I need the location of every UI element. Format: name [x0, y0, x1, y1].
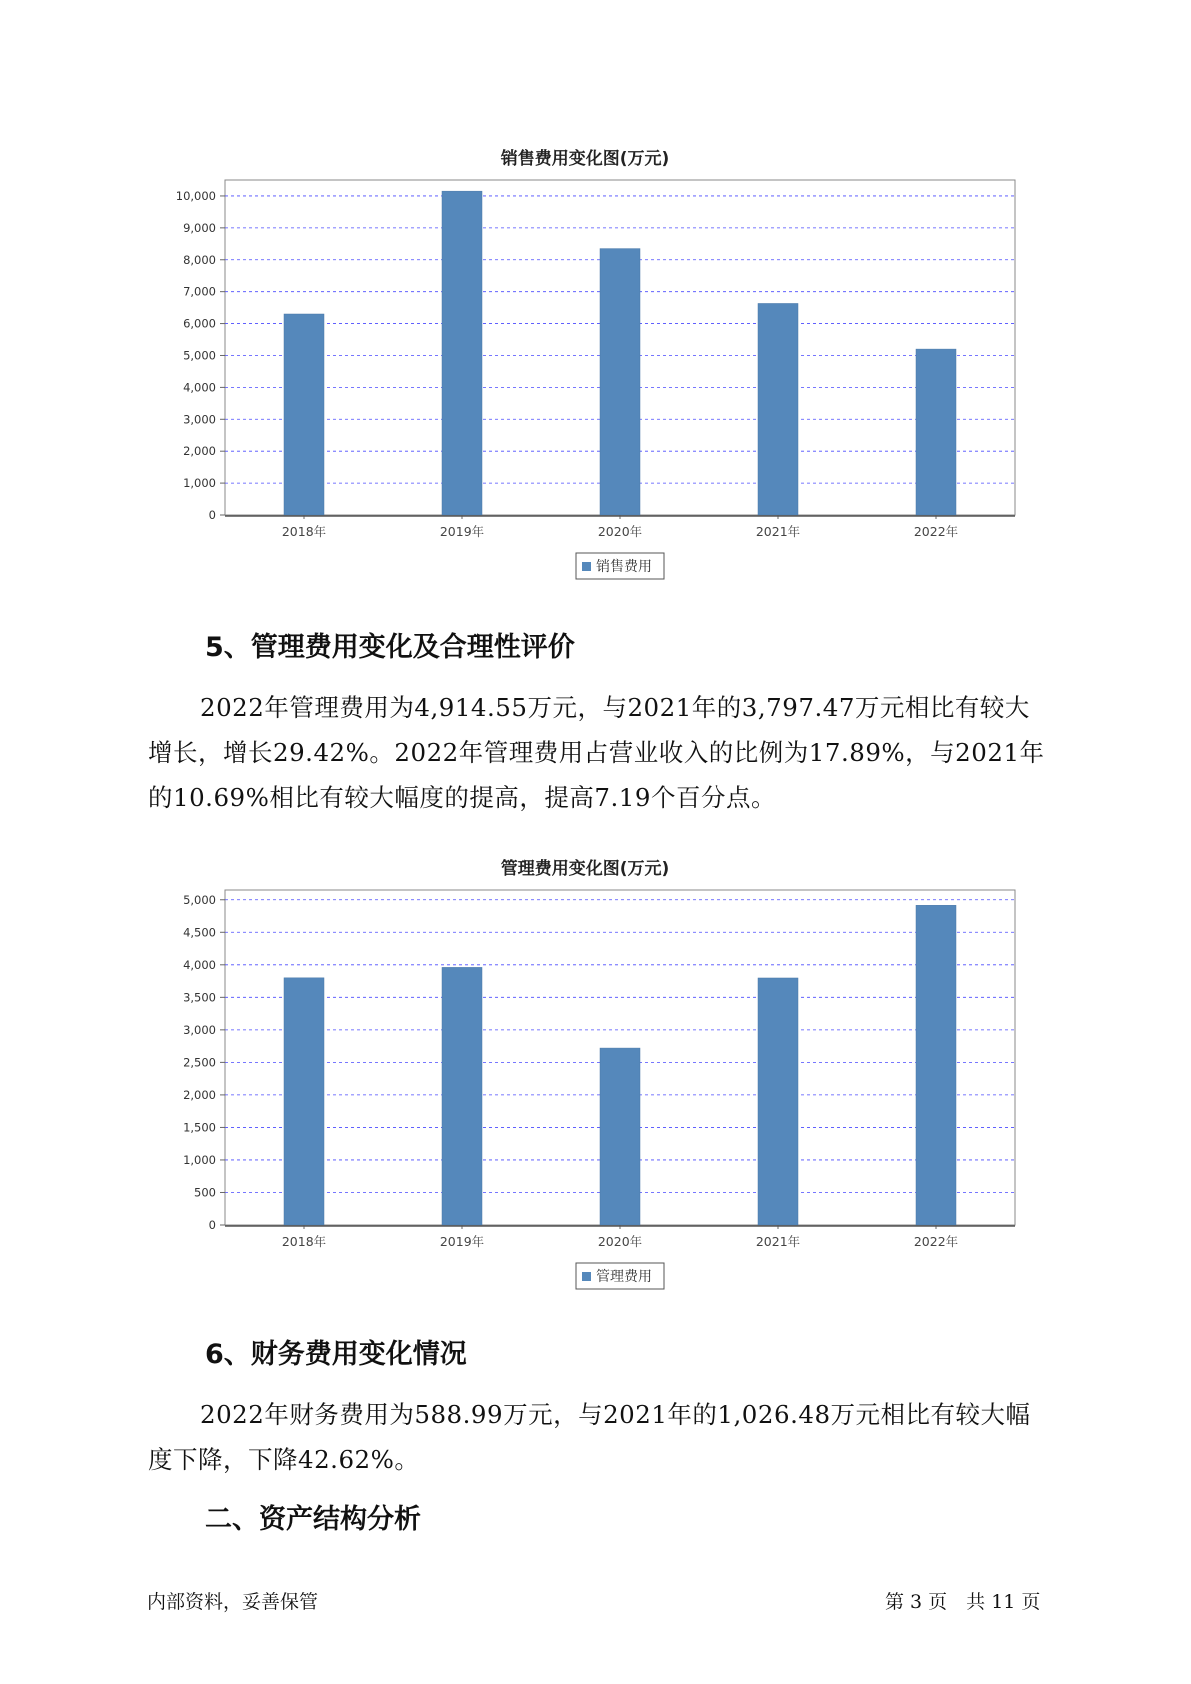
section-5-paragraph: [148, 685, 1048, 820]
y-tick-label: 2,000: [183, 1087, 216, 1102]
bar: [916, 905, 956, 1225]
sales-expense-chart: [150, 140, 1020, 590]
y-tick-label: 3,500: [183, 990, 216, 1005]
x-tick-label: 2021年: [755, 524, 801, 539]
bar: [916, 349, 956, 515]
admin-expense-bar-chart: [150, 880, 1020, 1300]
y-tick-label: 1,000: [183, 476, 216, 491]
y-tick-label: 8,000: [183, 252, 216, 267]
y-tick-label: 4,000: [183, 380, 216, 395]
bar: [284, 314, 324, 515]
y-tick-label: 500: [194, 1185, 216, 1200]
y-tick-label: 0: [208, 1218, 216, 1232]
x-tick-label: 2018年: [281, 524, 327, 539]
y-tick-label: 5,000: [183, 348, 216, 363]
sales-expense-bar-chart: [150, 170, 1020, 590]
bar: [758, 978, 798, 1225]
legend-label: 销售费用: [596, 559, 652, 575]
bar: [442, 967, 482, 1225]
bar: [600, 249, 640, 515]
y-tick-label: 7,000: [183, 284, 216, 299]
x-tick-label: 2019年: [439, 1234, 485, 1249]
y-tick-label: 2,000: [183, 444, 216, 459]
section-5-text: 2022年管理费用为4,914.55万元，与2021年的3,797.47万元相比有较大增长，增长29.42%。2022年管理费用占营业收入的比例为17.89%，与2021年的10.69%相比有较大幅度的提高，提高7.19个百分点。: [148, 693, 1045, 812]
section-2-heading: 二、资产结构分析: [205, 1504, 421, 1535]
section-6-text: 2022年财务费用为588.99万元，与2021年的1,026.48万元相比有较大幅度下降，下降42.62%。: [148, 1400, 1031, 1474]
y-tick-label: 5,000: [183, 892, 216, 907]
x-tick-label: 2021年: [755, 1234, 801, 1249]
admin-expense-chart: [150, 850, 1020, 1300]
bar: [600, 1048, 640, 1225]
x-tick-label: 2020年: [597, 524, 643, 539]
bar: [442, 191, 482, 515]
legend-swatch: [582, 562, 591, 571]
x-tick-label: 2022年: [913, 524, 959, 539]
chart-title: 管理费用变化图(万元): [500, 859, 670, 879]
x-tick-label: 2018年: [281, 1234, 327, 1249]
x-tick-label: 2019年: [439, 524, 485, 539]
bar: [284, 978, 324, 1225]
section-6-paragraph: [148, 1392, 1048, 1482]
y-tick-label: 9,000: [183, 220, 216, 235]
bar: [758, 303, 798, 515]
section-6-heading: 6、财务费用变化情况: [205, 1339, 467, 1370]
y-tick-label: 6,000: [183, 316, 216, 331]
x-tick-label: 2022年: [913, 1234, 959, 1249]
y-tick-label: 3,000: [183, 412, 216, 427]
y-tick-label: 1,000: [183, 1152, 216, 1167]
y-tick-label: 2,500: [183, 1055, 216, 1070]
legend-swatch: [582, 1272, 591, 1281]
legend-label: 管理费用: [596, 1269, 652, 1285]
section-5-heading: 5、管理费用变化及合理性评价: [205, 632, 575, 663]
y-tick-label: 1,500: [183, 1120, 216, 1135]
x-tick-label: 2020年: [597, 1234, 643, 1249]
y-tick-label: 4,500: [183, 925, 216, 940]
footer-page-number: 第 3 页 共 11 页: [885, 1591, 1041, 1613]
y-tick-label: 10,000: [175, 188, 216, 203]
y-tick-label: 3,000: [183, 1022, 216, 1037]
y-tick-label: 4,000: [183, 957, 216, 972]
footer-confidential: 内部资料，妥善保管: [147, 1591, 319, 1613]
chart-title: 销售费用变化图(万元): [500, 149, 670, 169]
y-tick-label: 0: [208, 508, 216, 522]
